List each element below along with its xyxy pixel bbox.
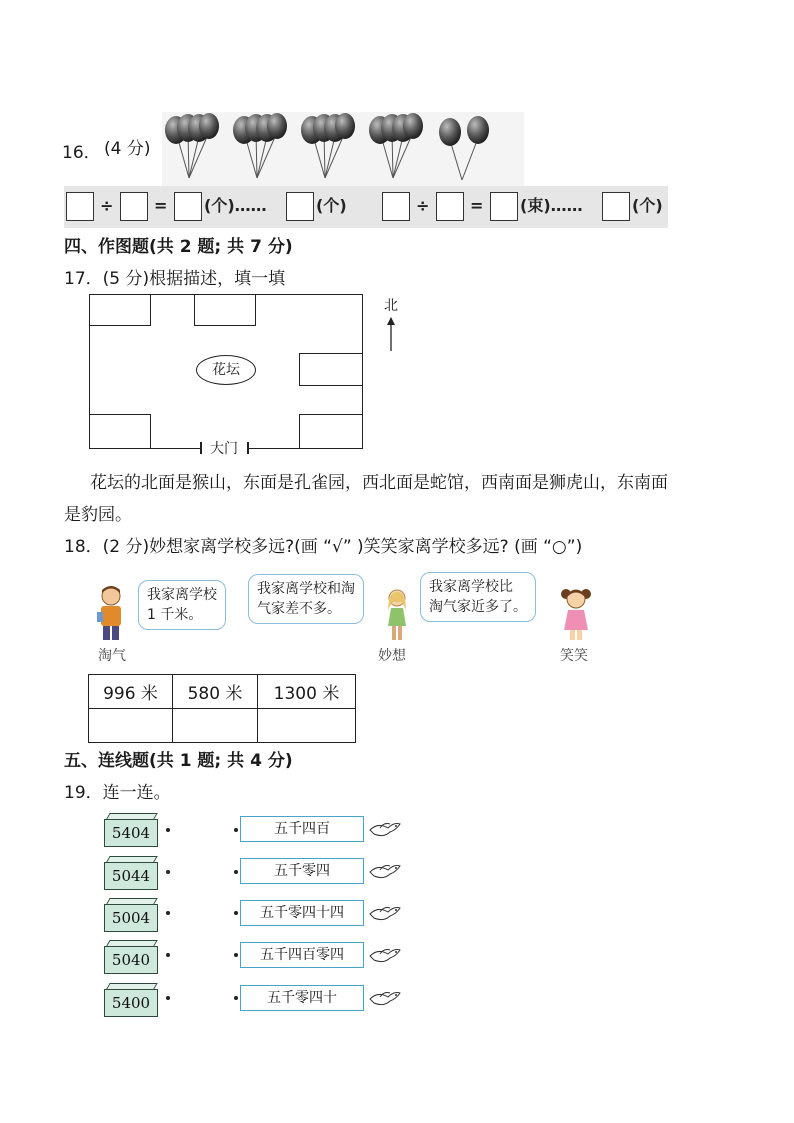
divide-sign: ÷ bbox=[416, 196, 430, 215]
left-dot[interactable] bbox=[166, 911, 170, 915]
speech-line: 我家离学校和淘 bbox=[257, 581, 355, 597]
speech-line: 我家离学校 bbox=[147, 587, 217, 603]
answer-box[interactable] bbox=[602, 192, 630, 221]
right-dot[interactable] bbox=[234, 828, 238, 832]
bird-icon bbox=[368, 987, 402, 1009]
map-area-southeast[interactable] bbox=[299, 414, 363, 449]
gate-tick-right bbox=[247, 442, 249, 454]
flower-bed-label: 花坛 bbox=[196, 355, 256, 385]
bird-icon bbox=[368, 944, 402, 966]
left-dot[interactable] bbox=[166, 870, 170, 874]
gate-label: 大门 bbox=[200, 439, 248, 459]
bird-icon bbox=[368, 902, 402, 924]
right-dot[interactable] bbox=[234, 870, 238, 874]
q17-description-line1: 花坛的北面是猴山，东面是孔雀园，西北面是蛇馆，西南面是狮虎山，东南面 bbox=[90, 473, 668, 493]
equals-sign: = bbox=[154, 196, 168, 215]
q18-prompt: 18．(2 分)妙想家离学校多远?(画 “√” )笑笑家离学校多远? (画 “○”) bbox=[64, 537, 583, 557]
number-box[interactable]: 5404 bbox=[104, 819, 158, 847]
bird-icon bbox=[368, 818, 402, 840]
girl-xiaoxiao-icon bbox=[560, 586, 592, 642]
unit-label: (个)…… bbox=[204, 196, 267, 215]
q16-number: 16． bbox=[62, 143, 101, 163]
word-box[interactable]: 五千四百零四 bbox=[240, 942, 364, 968]
left-dot[interactable] bbox=[166, 828, 170, 832]
q17-prompt: 17．(5 分)根据描述，填一填 bbox=[64, 269, 286, 289]
answer-box[interactable] bbox=[174, 192, 202, 221]
unit-label: (个) bbox=[632, 196, 663, 215]
divide-sign: ÷ bbox=[100, 196, 114, 215]
balloon-illustration bbox=[162, 112, 524, 186]
number-box[interactable]: 5400 bbox=[104, 989, 158, 1017]
right-dot[interactable] bbox=[234, 911, 238, 915]
boy-taoqi-icon bbox=[94, 584, 128, 642]
distance-table bbox=[88, 674, 356, 743]
kid-name-taoqi: 淘气 bbox=[98, 648, 126, 664]
q16-score: (4 分) bbox=[104, 139, 151, 159]
word-box[interactable]: 五千四百 bbox=[240, 816, 364, 842]
q17-description-line2: 是豹园。 bbox=[64, 505, 132, 525]
number-box[interactable]: 5044 bbox=[104, 862, 158, 890]
section-5-title: 五、连线题(共 1 题; 共 4 分) bbox=[64, 751, 293, 771]
answer-box[interactable] bbox=[120, 192, 148, 221]
q19-prompt: 19．连一连。 bbox=[64, 783, 171, 803]
map-area-northwest[interactable] bbox=[89, 294, 151, 326]
speech-bubble-xiaoxiao bbox=[420, 572, 536, 622]
table-row bbox=[89, 675, 356, 709]
map-area-east[interactable] bbox=[299, 353, 363, 386]
unit-label: (束)…… bbox=[520, 196, 583, 215]
answer-cell[interactable] bbox=[258, 709, 356, 743]
girl-miaoxiang-icon bbox=[384, 588, 410, 642]
map-area-southwest[interactable] bbox=[89, 414, 151, 449]
word-box[interactable]: 五千零四 bbox=[240, 858, 364, 884]
map-area-north[interactable] bbox=[194, 294, 256, 326]
left-dot[interactable] bbox=[166, 996, 170, 1000]
answer-cell[interactable] bbox=[89, 709, 173, 743]
table-header-cell: 996 米 bbox=[89, 675, 173, 709]
north-arrow-icon bbox=[384, 316, 398, 352]
speech-line: 1 千米。 bbox=[147, 607, 203, 623]
speech-bubble-miaoxiang bbox=[248, 574, 364, 624]
gate-tick-left bbox=[200, 442, 202, 454]
kid-name-miaoxiang: 妙想 bbox=[378, 648, 406, 664]
table-row bbox=[89, 709, 356, 743]
answer-box[interactable] bbox=[382, 192, 410, 221]
table-header-cell: 1300 米 bbox=[258, 675, 356, 709]
speech-line: 气家差不多。 bbox=[257, 601, 341, 617]
section-4-title: 四、作图题(共 2 题; 共 7 分) bbox=[64, 237, 293, 257]
answer-box[interactable] bbox=[286, 192, 314, 221]
number-box[interactable]: 5004 bbox=[104, 904, 158, 932]
answer-box[interactable] bbox=[490, 192, 518, 221]
right-dot[interactable] bbox=[234, 953, 238, 957]
number-box[interactable]: 5040 bbox=[104, 946, 158, 974]
unit-label: (个) bbox=[316, 196, 347, 215]
speech-line: 淘气家近多了。 bbox=[429, 599, 527, 615]
q16-equation-strip bbox=[64, 186, 668, 228]
word-box[interactable]: 五千零四十 bbox=[240, 985, 364, 1011]
kid-name-xiaoxiao: 笑笑 bbox=[560, 648, 588, 664]
answer-box[interactable] bbox=[436, 192, 464, 221]
answer-box[interactable] bbox=[66, 192, 94, 221]
word-box[interactable]: 五千零四十四 bbox=[240, 900, 364, 926]
speech-bubble-taoqi bbox=[138, 580, 226, 630]
speech-line: 我家离学校比 bbox=[429, 579, 513, 595]
north-label: 北 bbox=[384, 298, 398, 314]
left-dot[interactable] bbox=[166, 953, 170, 957]
balloon-bunches-icon bbox=[162, 112, 524, 186]
right-dot[interactable] bbox=[234, 996, 238, 1000]
equals-sign: = bbox=[470, 196, 484, 215]
table-header-cell: 580 米 bbox=[173, 675, 258, 709]
bird-icon bbox=[368, 860, 402, 882]
answer-cell[interactable] bbox=[173, 709, 258, 743]
